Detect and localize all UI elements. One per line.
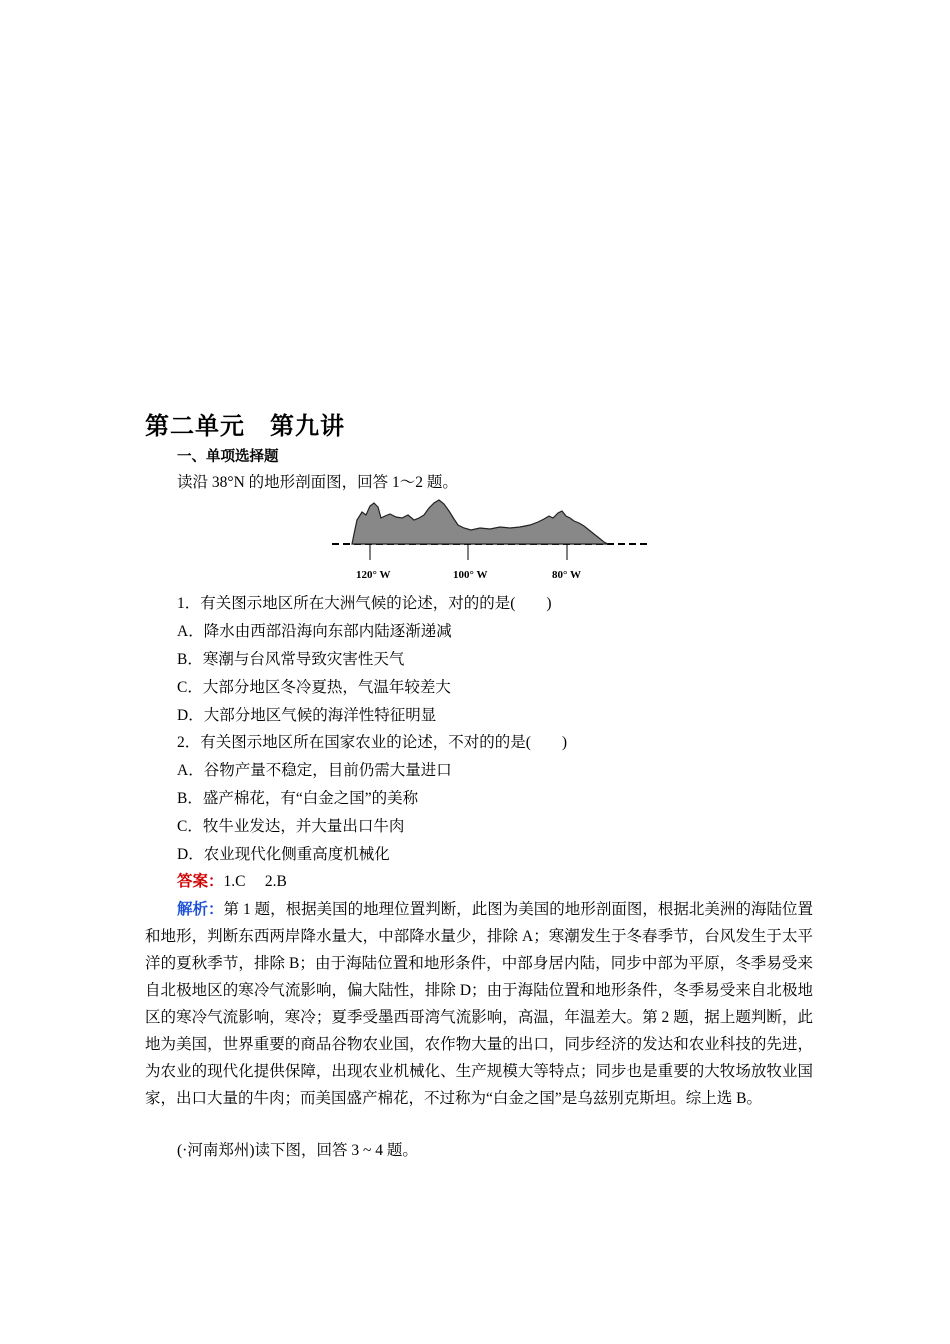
explanation-paragraph xyxy=(145,896,813,1112)
answer-line xyxy=(177,872,287,892)
question-1-option-c: C．大部分地区冬冷夏热，气温年较差大 xyxy=(177,679,451,696)
tick-label-80w: 80° W xyxy=(552,569,581,581)
explanation-label: 解析： xyxy=(177,901,224,918)
terrain-profile-figure xyxy=(330,494,650,586)
section-heading: 一、单项选择题 xyxy=(177,449,279,465)
question-2-option-c: C．牧牛业发达，并大量出口牛肉 xyxy=(177,818,405,835)
tick-label-120w: 120° W xyxy=(356,569,391,581)
question-1-stem: 1．有关图示地区所在大洲气候的论述，对的的是( ) xyxy=(177,595,552,612)
answer-text: 1.C 2.B xyxy=(223,873,287,890)
question-1-option-a: A．降水由西部沿海向东部内陆逐渐递减 xyxy=(177,623,452,640)
explanation-text: 第 1 题，根据美国的地理位置判断，此图为美国的地形剖面图，根据北美洲的海陆位置和地形，判断东西两岸降水量大，中部降水量少，排除 A；寒潮发生于冬春季节，台风发生于太平洋的夏秋季节，排除 B；由于海陆位置和地形条件，中部身居内陆，同步中部为平原，冬季易受来自北极地区的寒冷气流影响，偏大陆性，排除 D；由于海陆位置和地形条件，冬季易受来自北极地区的寒冷气流影响，寒冷；夏季受墨西哥湾气流影响，高温，年温差大。第 2 题，据上题判断，此地为美国，世界重要的商品谷物农业国，农作物大量的出口，同步经济的发达和农业科技的先进，为农业的现代化提供保障，出现农业机械化、生产规模大等特点；同步也是重要的大牧场放牧业国家，出口大量的牛肉；而美国盛产棉花，不过称为“白金之国”是乌兹别克斯坦。综上选 B。 xyxy=(145,901,813,1107)
question-intro: 读沿 38°N 的地形剖面图，回答 1～2 题。 xyxy=(177,474,458,491)
next-question-intro: (·河南郑州)读下图，回答 3 ~ 4 题。 xyxy=(177,1142,418,1159)
answer-label: 答案： xyxy=(177,873,224,890)
question-2-option-a: A．谷物产量不稳定，目前仍需大量进口 xyxy=(177,762,452,779)
tick-label-100w: 100° W xyxy=(453,569,488,581)
question-2-stem: 2．有关图示地区所在国家农业的论述，不对的的是( ) xyxy=(177,734,568,751)
question-1-option-d: D．大部分地区气候的海洋性特征明显 xyxy=(177,707,437,724)
question-2-option-b: B．盛产棉花，有“白金之国”的美称 xyxy=(177,790,419,807)
terrain-profile-svg xyxy=(330,494,650,586)
question-2-option-d: D．农业现代化侧重高度机械化 xyxy=(177,846,390,863)
question-1-option-b: B．寒潮与台风常导致灾害性天气 xyxy=(177,651,405,668)
terrain-profile-shape xyxy=(352,500,608,544)
page-title: 第二单元 第九讲 xyxy=(145,412,345,440)
